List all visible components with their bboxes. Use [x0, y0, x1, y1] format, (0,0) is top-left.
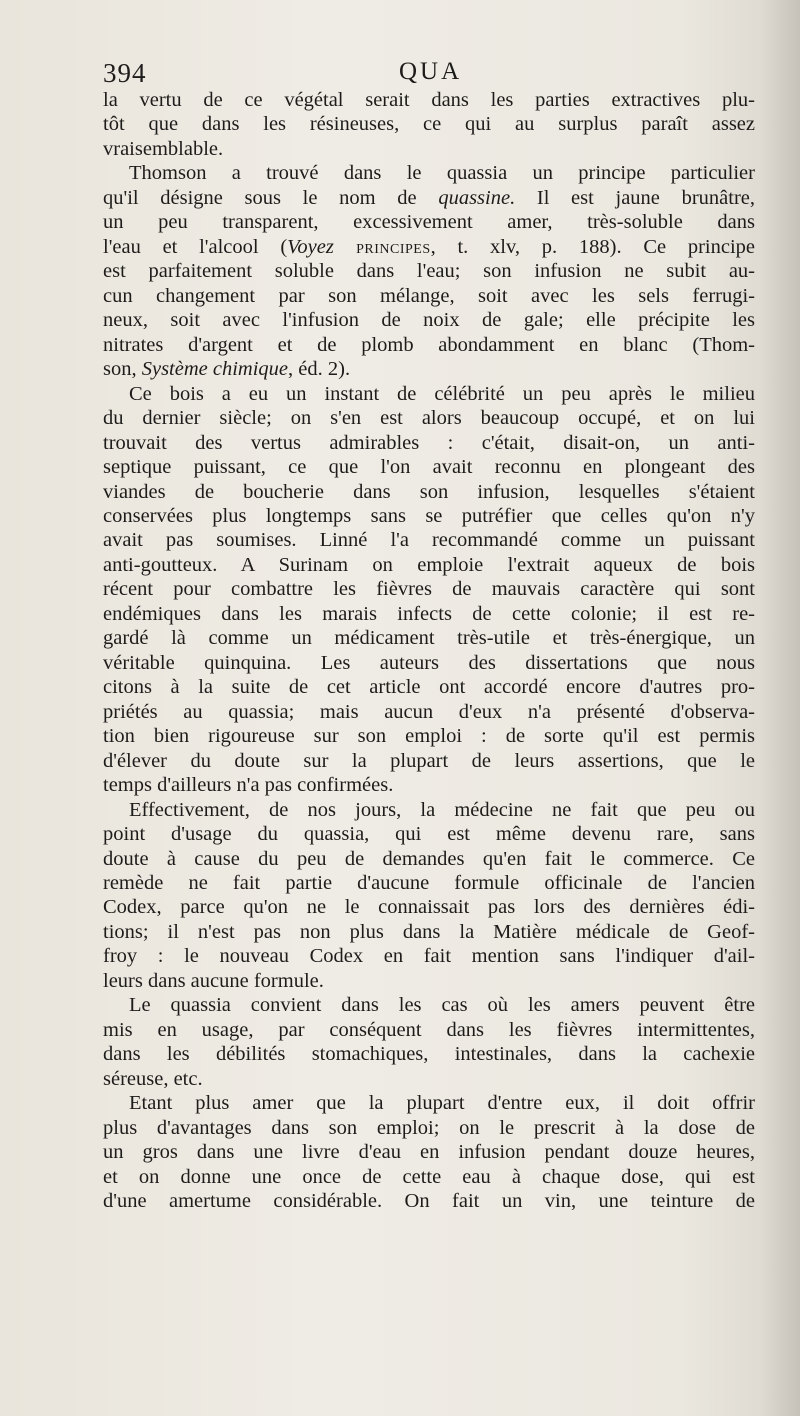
text-line: l'eau et l'alcool (Voyez principes, t. xlv, p. 188). Ce principe [103, 235, 755, 258]
body-text [103, 88, 755, 1214]
running-title: QUA [399, 58, 463, 85]
text-line: Etant plus amer que la plupart d'entre eux, il doit offrir [129, 1092, 755, 1115]
text-line: remède ne fait partie d'aucune formule officinale de l'ancien [103, 872, 755, 894]
text-line: leurs dans aucune formule. [103, 969, 324, 992]
text-line: doute à cause du peu de demandes qu'en fait le commerce. Ce [103, 847, 755, 870]
text-line: la vertu de ce végétal serait dans les parties extractives plu- [103, 89, 755, 111]
text-line: vraisemblable. [103, 137, 224, 160]
text-line: endémiques dans les marais infects de cette colonie; il est re- [103, 602, 755, 625]
text-line: véritable quinquina. Les auteurs des dissertations que nous [103, 651, 755, 674]
text-line: mis en usage, par conséquent dans les fièvres intermittentes, [103, 1018, 755, 1041]
text-line: Le quassia convient dans les cas où les amers peuvent être [129, 994, 755, 1017]
text-line: tion bien rigoureuse sur son emploi : de sorte qu'il est permis [103, 725, 755, 748]
text-line: plus d'avantages dans son emploi; on le prescrit à la dose de [103, 1116, 755, 1139]
text-line: citons à la suite de cet article ont accordé encore d'autres pro- [103, 676, 755, 699]
text-line: tions; il n'est pas non plus dans la Matière médicale de Geof- [103, 920, 755, 943]
text-line: un gros dans une livre d'eau en infusion pendant douze heures, [103, 1141, 755, 1164]
text-line: récent pour combattre les fièvres de mauvais caractère qui sont [103, 578, 755, 601]
page-edge-shadow [760, 0, 800, 1416]
text-line: viandes de boucherie dans son infusion, lesquelles s'étaient [103, 480, 755, 503]
italic-term: Voyez [287, 235, 334, 258]
running-head [103, 58, 758, 92]
text-line: cun changement par son mélange, soit avec les sels ferrugi- [103, 284, 755, 307]
text-line: un peu transparent, excessivement amer, très-soluble dans [103, 211, 755, 234]
text-line: Effectivement, de nos jours, la médecine ne fait que peu ou [129, 798, 755, 821]
text-line: froy : le nouveau Codex en fait mention sans l'indiquer d'ail- [103, 945, 755, 968]
text-line: priétés au quassia; mais aucun d'eux n'a présenté d'observa- [103, 700, 755, 723]
text-line: d'élever du doute sur la plupart de leurs assertions, que le [103, 749, 755, 772]
text-line: d'une amertume considérable. On fait un vin, une teinture de [103, 1190, 755, 1213]
text-line: trouvait des vertus admirables : c'était, disait-on, un anti- [103, 431, 755, 454]
small-caps-term: principes [333, 235, 431, 258]
text-line: et on donne une once de cette eau à chaque dose, qui est [103, 1165, 755, 1188]
text-line: nitrates d'argent et de plomb abondamment en blanc (Thom- [103, 333, 755, 356]
text-line: qu'il désigne sous le nom de quassine. Il est jaune brunâtre, [103, 186, 755, 209]
text-line: tôt que dans les résineuses, ce qui au surplus paraît assez [103, 113, 755, 136]
text-line: son, Système chimique, éd. 2). [103, 358, 351, 381]
text-line: neux, soit avec l'infusion de noix de gale; elle précipite les [103, 309, 755, 332]
text-line: avait pas soumises. Linné l'a recommandé comme un puissant [103, 529, 755, 552]
text-line: Ce bois a eu un instant de célébrité un peu après le milieu [129, 382, 755, 405]
page-number: 394 [103, 58, 147, 88]
text-line: du dernier siècle; on s'en est alors beaucoup occupé, et on lui [103, 407, 755, 430]
text-line: Thomson a trouvé dans le quassia un principe particulier [129, 162, 755, 185]
text-line: septique puissant, ce que l'on avait reconnu en plongeant des [103, 456, 755, 479]
text-line: gardé là comme un médicament très-utile et très-énergique, un [103, 627, 755, 650]
text-line: anti-goutteux. A Surinam on emploie l'extrait aqueux de bois [103, 553, 755, 576]
italic-term: Système chimique [141, 358, 289, 381]
text-line: temps d'ailleurs n'a pas confirmées. [103, 774, 394, 797]
text-line: point d'usage du quassia, qui est même devenu rare, sans [103, 823, 755, 846]
text-line: est parfaitement soluble dans l'eau; son infusion ne subit au- [103, 260, 755, 283]
italic-term: quassine. [438, 186, 516, 209]
text-line: Codex, parce qu'on ne le connaissait pas lors des dernières édi- [103, 896, 755, 919]
text-line: conservées plus longtemps sans se putréfier que celles qu'on n'y [103, 504, 755, 527]
text-line: séreuse, etc. [103, 1067, 203, 1090]
text-line: dans les débilités stomachiques, intestinales, dans la cachexie [103, 1043, 755, 1066]
